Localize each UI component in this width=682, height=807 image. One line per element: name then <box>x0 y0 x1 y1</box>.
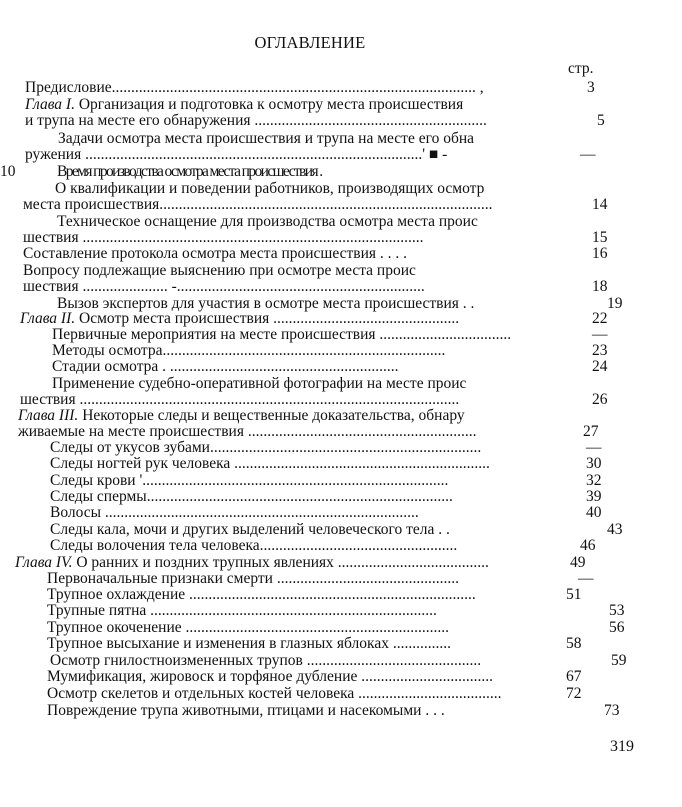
toc-entry <box>47 571 459 587</box>
chapter-label: Глава IV. <box>15 554 73 571</box>
toc-entry-text: Вопросу подлежащие выяснению при осмотре места проис <box>23 262 416 279</box>
toc-entry-text: Время производства осмотра места происшествия . <box>57 163 322 180</box>
toc-page-number: 56 <box>609 619 625 636</box>
toc-entry-text: Предисловие.............................................................................................. , <box>25 79 484 96</box>
toc-entry <box>52 359 399 375</box>
toc-page-number: 43 <box>607 521 623 538</box>
toc-page-number: 53 <box>609 602 625 619</box>
toc-entry-text: Трупное охлаждение .......................................................................... <box>47 586 476 603</box>
toc-entry-text: Составление протокола осмотра места происшествия . . . . <box>23 245 408 262</box>
toc-entry-text: Техническое оснащение для производства осмотра места проис <box>57 213 478 230</box>
toc-entry <box>47 636 451 652</box>
toc-page-number: — <box>586 439 602 456</box>
toc-page-number: 24 <box>592 358 608 375</box>
toc-entry-text: Следы от укусов зубами...................................................................... <box>50 439 482 456</box>
toc-entry <box>47 703 445 719</box>
toc-entry <box>50 489 453 505</box>
toc-entry <box>47 669 493 685</box>
toc-entry-text: Вызов экспертов для участия в осмотре места происшествия . . <box>57 295 475 312</box>
toc-entry-text: Следы кала, мочи и других выделений человеческого тела . . <box>50 521 450 538</box>
toc-entry <box>58 131 474 147</box>
toc-page-number: 22 <box>592 310 608 327</box>
toc-page-number: 15 <box>592 229 608 246</box>
toc-entry-text: Некоторые следы и вещественные доказательства, обнару <box>78 407 465 424</box>
toc-entry <box>52 343 445 359</box>
toc-page-number: 49 <box>570 554 586 571</box>
toc-entry-text: Стадии осмотра . ........................................................... <box>52 358 399 375</box>
toc-entry-text: шествия .................................................................................................. <box>20 391 460 408</box>
toc-entry <box>50 522 450 538</box>
toc-entry-text: О ранних и поздних трупных явлениях ....................................... <box>72 554 489 571</box>
toc-entry-text: места происшествия...................................................................................... <box>23 196 493 213</box>
toc-page-number: 67 <box>566 668 582 685</box>
toc-page-number: 46 <box>580 537 596 554</box>
toc-entry-text: Осмотр места происшествия ................................................ <box>75 310 460 327</box>
toc-entry <box>50 456 490 472</box>
chapter-label: Глава I. <box>25 96 75 113</box>
toc-entry-text: Трупное высыхание и изменения в глазных яблоках ............... <box>47 635 451 652</box>
toc-entry-text: Следы волочения тела человека................................................... <box>50 537 458 554</box>
toc-entry <box>20 311 459 327</box>
toc-page-number: — <box>580 146 596 163</box>
toc-entry <box>25 80 484 96</box>
toc-page-number: 18 <box>592 278 608 295</box>
toc-page-number: 3 <box>587 79 595 96</box>
toc-page-number: 30 <box>586 455 602 472</box>
toc-entry <box>25 113 487 129</box>
toc-page-number: 51 <box>566 586 582 603</box>
toc-entry-text: Первичные мероприятия на месте происшествия .................................. <box>52 326 512 343</box>
toc-entry-text: и трупа на месте его обнаружения ............................................................ <box>25 112 487 129</box>
toc-page-number: 58 <box>566 635 582 652</box>
toc-entry <box>47 686 502 702</box>
toc-page-number: 72 <box>566 685 582 702</box>
toc-page-number: 32 <box>586 472 602 489</box>
toc-entry <box>25 147 447 163</box>
toc-entry-text: Применение судебно-оперативной фотографии на месте проис <box>52 375 467 392</box>
toc-entry <box>23 230 423 246</box>
toc-entry <box>47 603 437 619</box>
toc-entry <box>57 164 322 180</box>
toc-entry-text: Следы крови '............................................................................... <box>50 472 449 489</box>
toc-entry <box>50 653 481 669</box>
toc-entry <box>23 263 416 279</box>
toc-page-number: 16 <box>592 245 608 262</box>
toc-entry <box>20 392 459 408</box>
toc-entry-text: Следы ногтей рук человека .................................................................. <box>50 455 490 472</box>
page-number: 319 <box>610 738 634 755</box>
toc-entry <box>18 408 465 424</box>
toc-page-number: 59 <box>611 652 627 669</box>
toc-entry <box>50 505 419 521</box>
toc-entry <box>23 197 493 213</box>
toc-entry-text: шествия ...................... -................................................................ <box>23 278 425 295</box>
toc-page-number: 40 <box>586 504 602 521</box>
toc-entry <box>47 620 449 636</box>
toc-entry-text: Повреждение трупа животными, птицами и насекомыми . . . <box>47 702 445 719</box>
page-title: ОГЛАВЛЕНИЕ <box>254 33 366 52</box>
toc-entry-text: Волосы ................................................................................. <box>50 504 419 521</box>
toc-entry <box>25 97 463 113</box>
toc-entry-text: Первоначальные признаки смерти ............................................... <box>47 570 459 587</box>
toc-page-number: 14 <box>592 196 608 213</box>
toc-page-number: 23 <box>592 342 608 359</box>
toc-entry-text: Трупные пятна .......................................................................... <box>47 602 437 619</box>
toc-page-number: — <box>592 326 608 343</box>
toc-entry <box>50 440 481 456</box>
toc-entry-text: шествия ........................................................................................ <box>23 229 424 246</box>
toc-entry-text: Организация и подготовка к осмотру места происшествия <box>74 96 464 113</box>
toc-entry-text: ружения .......................................................................................' ■ - <box>25 146 448 163</box>
toc-entry <box>23 279 425 295</box>
toc-entry <box>52 376 466 392</box>
toc-entry-text: Трупное окоченение .................................................................... <box>47 619 449 636</box>
toc-entry <box>50 473 448 489</box>
toc-entry <box>23 246 407 262</box>
toc-entry-text: Методы осмотра......................................................................... <box>52 342 446 359</box>
toc-entry-text: Задачи осмотра места происшествия и трупа на месте его обна <box>58 130 475 147</box>
toc-page-number: — <box>578 570 594 587</box>
toc-page-number: 5 <box>597 112 605 129</box>
toc-page-number: 19 <box>607 295 623 312</box>
toc-entry-text: живаемые на месте происшествия ........................................................... <box>18 423 477 440</box>
chapter-label: Глава II. <box>20 310 76 327</box>
toc-entry-text: Осмотр скелетов и отдельных костей человека ..................................... <box>47 685 502 702</box>
toc-page-number: 26 <box>592 391 608 408</box>
toc-entry-text: Осмотр гнилостноизмененных трупов ............................................. <box>50 652 482 669</box>
toc-page-number: 27 <box>583 423 599 440</box>
toc-page-number: 10 <box>0 163 16 180</box>
toc-entry-text: О квалификации и поведении работников, производящих осмотр <box>55 180 485 197</box>
page-column-label: стр. <box>568 60 594 77</box>
toc-entry <box>47 587 476 603</box>
toc-entry-text: Мумификация, жировоск и торфяное дубление .................................. <box>47 668 494 685</box>
toc-entry <box>57 214 478 230</box>
toc-page-number: 39 <box>586 488 602 505</box>
toc-page-number: 73 <box>604 702 620 719</box>
toc-entry <box>50 538 457 554</box>
toc-entry-text: Следы спермы............................................................................... <box>50 488 453 505</box>
toc-entry <box>18 424 476 440</box>
chapter-label: Глава III. <box>18 407 79 424</box>
toc-entry <box>55 181 484 197</box>
toc-entry <box>15 555 489 571</box>
toc-entry <box>52 327 511 343</box>
